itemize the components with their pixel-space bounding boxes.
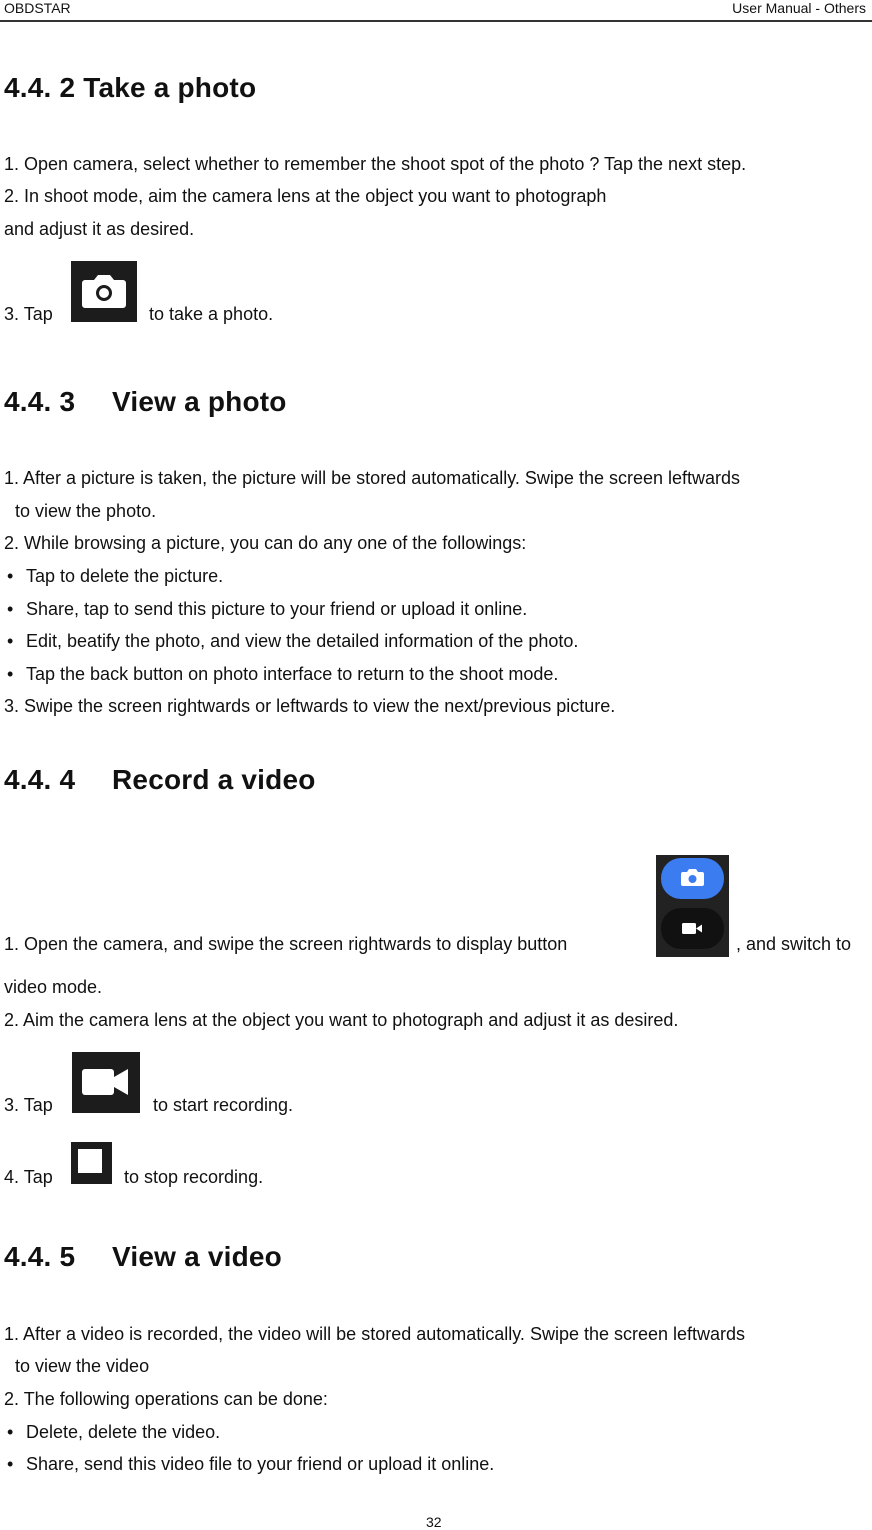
- bullet: •: [7, 631, 14, 651]
- bullet: •: [7, 1454, 14, 1474]
- list-item: • Tap to delete the picture.: [4, 566, 223, 587]
- paragraph: 2. Aim the camera lens at the object you want to photograph and adjust it as desired.: [4, 1010, 679, 1030]
- section-number: 4.4. 3: [4, 386, 76, 417]
- paragraph: to view the video: [15, 1356, 150, 1376]
- camera-icon: [71, 261, 137, 322]
- page-number: 32: [426, 1514, 442, 1530]
- paragraph: to stop recording.: [124, 1167, 264, 1187]
- paragraph: video mode.: [4, 977, 103, 997]
- paragraph: and adjust it as desired.: [4, 219, 195, 239]
- list-item: • Share, send this video file to your friend or upload it online.: [4, 1454, 494, 1475]
- section-heading: Record a video: [112, 764, 316, 795]
- section-title-take-photo: 4.4. 2 Take a photo: [4, 72, 257, 103]
- paragraph: 2. The following operations can be done:: [4, 1389, 328, 1409]
- section-title-view-video: [4, 1241, 282, 1273]
- paragraph: 1. After a video is recorded, the video will be stored automatically. Swipe the screen leftwards: [4, 1324, 746, 1344]
- paragraph: 2. While browsing a picture, you can do any one of the followings:: [4, 533, 527, 553]
- paragraph: 1. Open the camera, and swipe the screen rightwards to display button: [4, 934, 568, 954]
- list-item: • Tap the back button on photo interface to return to the shoot mode.: [4, 664, 558, 685]
- section-heading: View a video: [112, 1241, 282, 1272]
- section-number: 4.4. 5: [4, 1241, 76, 1272]
- bullet: •: [7, 664, 14, 684]
- section-number: 4.4. 4: [4, 764, 76, 795]
- paragraph: to view the photo.: [15, 501, 157, 521]
- section-title-view-photo: [4, 386, 287, 418]
- video-camera-icon: [72, 1052, 140, 1113]
- section-heading: View a photo: [112, 386, 287, 417]
- paragraph: to start recording.: [153, 1095, 294, 1115]
- header-rule: [0, 20, 872, 22]
- paragraph: 1. Open camera, select whether to remember the shoot spot of the photo ? Tap the next step.: [4, 154, 747, 174]
- paragraph: 4. Tap: [4, 1167, 53, 1187]
- bullet: •: [7, 566, 14, 586]
- header-left: OBDSTAR: [4, 0, 71, 16]
- mode-switch-icon: [656, 855, 729, 957]
- paragraph: 3. Swipe the screen rightwards or leftwards to view the next/previous picture.: [4, 696, 616, 716]
- paragraph: 2. In shoot mode, aim the camera lens at the object you want to photograph: [4, 186, 607, 206]
- section-title-record-video: [4, 764, 316, 796]
- paragraph: 3. Tap: [4, 1095, 53, 1115]
- bullet: •: [7, 599, 14, 619]
- bullet: •: [7, 1422, 14, 1442]
- paragraph: 3. Tap: [4, 304, 53, 324]
- list-item: • Delete, delete the video.: [4, 1422, 220, 1443]
- list-item: • Share, tap to send this picture to your friend or upload it online.: [4, 599, 527, 620]
- header-right: User Manual - Others: [732, 0, 866, 16]
- list-item: • Edit, beatify the photo, and view the detailed information of the photo.: [4, 631, 578, 652]
- paragraph: 1. After a picture is taken, the picture will be stored automatically. Swipe the screen leftwards: [4, 468, 741, 488]
- paragraph: , and switch to: [736, 934, 852, 954]
- stop-icon: [71, 1142, 112, 1184]
- paragraph: to take a photo.: [149, 304, 274, 324]
